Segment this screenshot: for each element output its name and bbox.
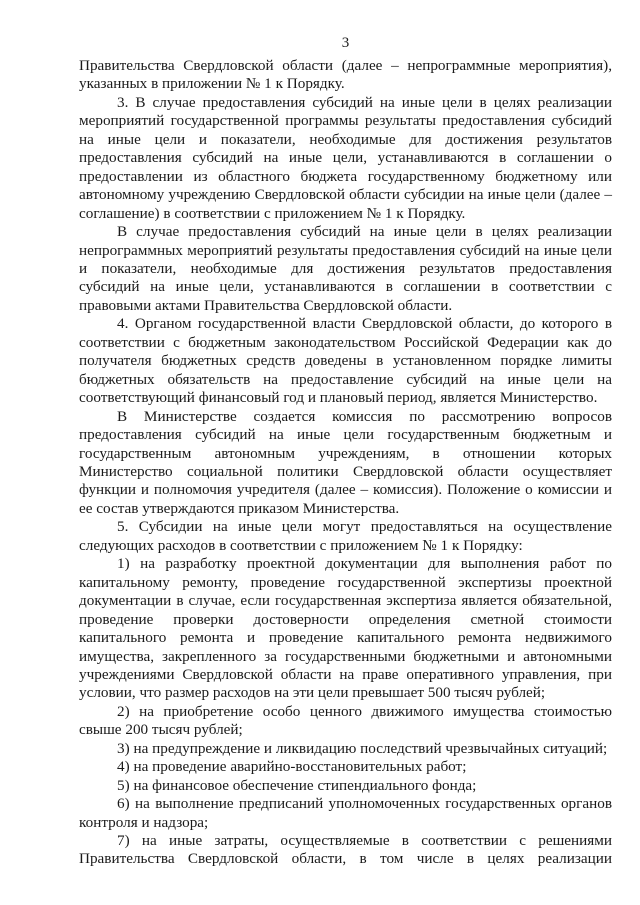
paragraph: 3. В случае предоставления субсидий на иные цели в целях реализации мероприятий государственной программы результаты предоставления субсидий на иные цели и показатели, необходимые для достижения результатов предоставления субсидий на иные цели, устанавливаются в соглашении о предоставлении из областного бюджета государственному бюджетному или автономному учреждению Свердловской области субсидии на иные цели (далее – соглашение) в соответствии с приложением № 1 к Порядку. bbox=[79, 93, 612, 222]
paragraph: 4. Органом государственной власти Свердловской области, до которого в соответствии с бюджетным законодательством Российской Федерации как до получателя бюджетных средств доведены в установленном порядке лимиты бюджетных обязательств на предоставление субсидий на иные цели на соответствующий финансовый год и плановый период, является Министерство. bbox=[79, 315, 612, 407]
page-number: 3 bbox=[341, 35, 350, 51]
paragraph: Правительства Свердловской области (далее – непрограммные мероприятия), указанных в приложении № 1 к Порядку. bbox=[79, 57, 612, 93]
paragraph: 7) на иные затраты, осуществляемые в соответствии с решениями Правительства Свердловской области, в том числе в целях реализации bbox=[79, 832, 612, 868]
paragraph: 5) на финансовое обеспечение стипендиального фонда; bbox=[117, 776, 477, 794]
paragraph: 6) на выполнение предписаний уполномоченных государственных органов контроля и надзора; bbox=[79, 795, 612, 831]
document-body bbox=[79, 57, 612, 869]
paragraph: 1) на разработку проектной документации для выполнения работ по капитальному ремонту, проведение государственной экспертизы проектной документации в случае, если государственная экспертиза является обязательной, проведение проверки достоверности определения сметной стоимости капитального ремонта и проведение капитального ремонта недвижимого имущества, закрепленного за государственными бюджетными и автономными учреждениями Свердловской области на праве оперативного управления, при условии, что размер расходов на эти цели превышает 500 тысяч рублей; bbox=[79, 555, 612, 702]
paragraph: В случае предоставления субсидий на иные цели в целях реализации непрограммных мероприятий результаты предоставления субсидий на иные цели и показатели, необходимые для достижения результатов предоставления субсидий на иные цели, устанавливаются в соглашении в соответствии с правовыми актами Правительства Свердловской области. bbox=[79, 223, 612, 314]
paragraph: 5. Субсидии на иные цели могут предоставляться на осуществление следующих расходов в соответствии с приложением № 1 к Порядку: bbox=[79, 518, 612, 554]
paragraph: В Министерстве создается комиссия по рассмотрению вопросов предоставления субсидий на иные цели государственным бюджетным и государственным автономным учреждениям, в отношении которых Министерство социальной политики Свердловской области осуществляет функции и полномочия учредителя (далее – комиссия). Положение о комиссии и ее состав утверждаются приказом Министерства. bbox=[79, 407, 612, 517]
document-page bbox=[79, 33, 612, 869]
paragraph: 3) на предупреждение и ликвидацию последствий чрезвычайных ситуаций; bbox=[117, 739, 608, 757]
paragraph: 2) на приобретение особо ценного движимого имущества стоимостью свыше 200 тысяч рублей; bbox=[79, 702, 612, 739]
paragraph: 4) на проведение аварийно-восстановительных работ; bbox=[117, 758, 467, 776]
